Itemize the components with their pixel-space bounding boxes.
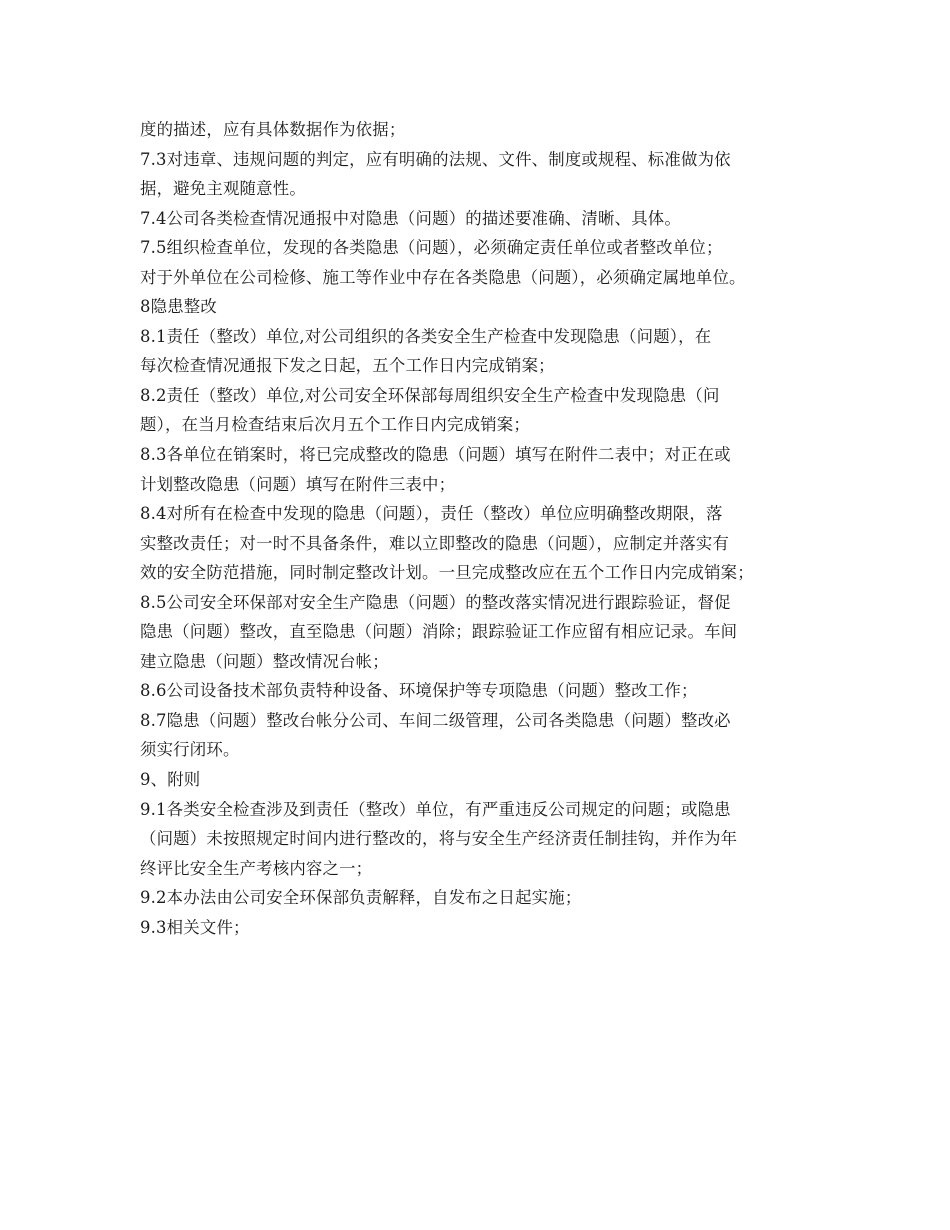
section-heading: 8隐患整改 bbox=[140, 297, 217, 317]
text-line: 8.1责任（整改）单位,对公司组织的各类安全生产检查中发现隐患（问题），在 bbox=[140, 326, 712, 346]
text-line: 实整改责任；对一时不具备条件，难以立即整改的隐患（问题），应制定并落实有 bbox=[140, 533, 730, 553]
text-line: 建立隐患（问题）整改情况台帐； bbox=[140, 651, 389, 671]
text-line: 题），在当月检查结束后次月五个工作日内完成销案； bbox=[140, 415, 530, 435]
text-line: 8.2责任（整改）单位,对公司安全环保部每周组织安全生产检查中发现隐患（问 bbox=[140, 385, 720, 405]
section-heading: 9、附则 bbox=[140, 770, 201, 790]
text-line: 8.6公司设备技术部负责特种设备、环境保护等专项隐患（问题）整改工作； bbox=[140, 681, 698, 701]
text-line: 7.3对违章、违规问题的判定，应有明确的法规、文件、制度或规程、标准做为依 bbox=[140, 149, 731, 169]
text-line: 隐患（问题）整改，直至隐患（问题）消除；跟踪验证工作应留有相应记录。车间 bbox=[140, 622, 738, 642]
text-line: 据，避免主观随意性。 bbox=[140, 179, 306, 199]
text-line: 9.3相关文件； bbox=[140, 917, 250, 937]
text-line: 8.4对所有在检查中发现的隐患（问题），责任（整改）单位应明确整改期限，落 bbox=[140, 504, 723, 524]
text-line: 7.5组织检查单位，发现的各类隐患（问题），必须确定责任单位或者整改单位； bbox=[140, 238, 723, 258]
text-line: 终评比安全生产考核内容之一； bbox=[140, 858, 373, 878]
text-line: 度的描述，应有具体数据作为依据； bbox=[140, 120, 406, 139]
text-line: 每次检查情况通报下发之日起，五个工作日内完成销案； bbox=[140, 356, 555, 376]
text-line: 9.1各类安全检查涉及到责任（整改）单位，有严重违反公司规定的问题；或隐患 bbox=[140, 799, 731, 819]
text-line: （问题）未按照规定时间内进行整改的，将与安全生产经济责任制挂钩，并作为年 bbox=[140, 829, 738, 849]
text-line: 8.5公司安全环保部对安全生产隐患（问题）的整改落实情况进行跟踪验证，督促 bbox=[140, 592, 731, 612]
text-line: 8.7隐患（问题）整改台帐分公司、车间二级管理，公司各类隐患（问题）整改必 bbox=[140, 710, 731, 730]
document-body bbox=[140, 115, 830, 942]
text-line: 9.2本办法由公司安全环保部负责解释，自发布之日起实施； bbox=[140, 888, 582, 908]
text-line: 7.4公司各类检查情况通报中对隐患（问题）的描述要准确、清晰、具体。 bbox=[140, 208, 681, 228]
text-line: 计划整改隐患（问题）填写在附件三表中； bbox=[140, 474, 456, 494]
text-line: 对于外单位在公司检修、施工等作业中存在各类隐患（问题），必须确定属地单位。 bbox=[140, 267, 746, 287]
text-line: 须实行闭环。 bbox=[140, 740, 240, 760]
text-line: 8.3各单位在销案时，将已完成整改的隐患（问题）填写在附件二表中；对正在或 bbox=[140, 445, 731, 465]
text-line: 效的安全防范措施，同时制定整改计划。一旦完成整改应在五个工作日内完成销案； bbox=[140, 563, 754, 583]
